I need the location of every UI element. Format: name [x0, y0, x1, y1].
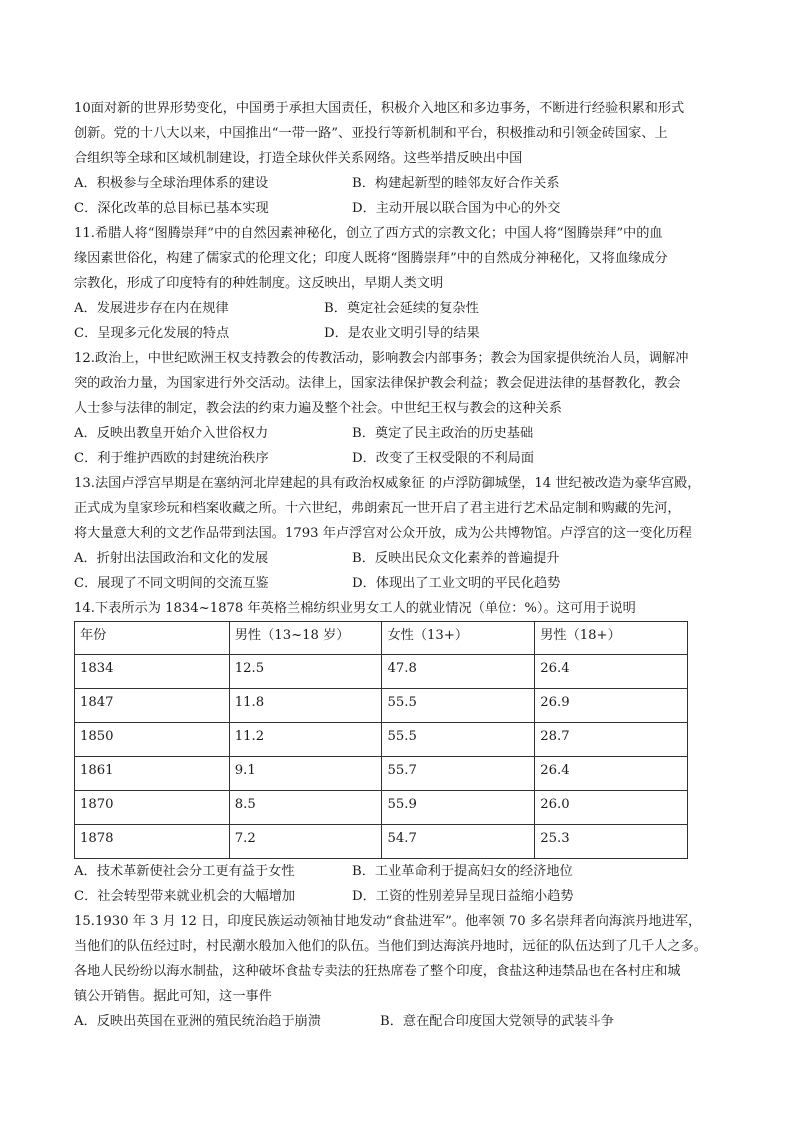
option-b[interactable]: B．反映出民众文化素养的普遍提升 [352, 551, 560, 566]
option-c[interactable]: C．利于维护西欧的封建统治秩序 [74, 451, 269, 466]
option-a[interactable]: A．反映出英国在亚洲的殖民统治趋于崩溃 [74, 1014, 321, 1029]
question-13-options-row [74, 571, 724, 596]
question-10-stem-line: 10面对新的世界形势变化，中国勇于承担大国责任，积极介入地区和多边事务，不断进行经验积累和形式 [74, 101, 685, 116]
table-header-row [75, 622, 688, 655]
option-a[interactable]: A．折射出法国政治和文化的发展 [74, 551, 269, 566]
question-14-options-row [74, 859, 724, 884]
table-header-cell: 男性（13~18 岁） [229, 622, 382, 655]
question-15-stem-line: 镇公开销售。据此可知，这一事件 [74, 989, 272, 1004]
question-15-stem-line: 当他们的队伍经过时，村民潮水般加入他们的队伍。当他们到达海滨丹地时，远征的队伍达到了几千人之多。 [74, 939, 707, 954]
option-d[interactable]: D．是农业文明引导的结果 [324, 326, 480, 341]
table-cell: 25.3 [535, 825, 688, 859]
question-12-stem-line: 12.政治上，中世纪欧洲王权支持教会的传教活动，影响教会内部事务；教会为国家提供统治人员，调解冲 [74, 351, 689, 366]
question-13 [74, 471, 724, 596]
table-cell: 1847 [75, 689, 230, 723]
question-11-options-row [74, 296, 724, 321]
option-b[interactable]: B．构建起新型的睦邻友好合作关系 [352, 176, 560, 191]
question-11-stem-line: 11.希腊人将“图腾崇拜”中的自然因素神秘化，创立了西方式的宗教文化；中国人将“图腾崇拜”中的血 [74, 226, 663, 241]
table-row [75, 825, 688, 859]
question-10 [74, 96, 724, 221]
table-header-cell: 女性（13+） [382, 622, 535, 655]
option-a[interactable]: A．积极参与全球治理体系的建设 [74, 176, 269, 191]
question-15-options-row [74, 1009, 724, 1034]
question-10-stem-line: 合组织等全球和区域机制建设，打造全球伙伴关系网络。这些举措反映出中国 [74, 151, 523, 166]
exam-page [74, 96, 724, 1034]
question-13-options-row [74, 546, 724, 571]
option-c[interactable]: C．社会转型带来就业机会的大幅增加 [74, 889, 296, 904]
option-c[interactable]: C．展现了不同文明间的交流互鉴 [74, 576, 269, 591]
option-b[interactable]: B．奠定社会延续的复杂性 [324, 301, 479, 316]
table-cell: 26.0 [535, 791, 688, 825]
table-row [75, 723, 688, 757]
question-15-stem-line: 15.1930 年 3 月 12 日，印度民族运动领袖甘地发动“食盐进军”。他率领 70 多名崇拜者向海滨丹地进军， [74, 914, 702, 929]
table-cell: 54.7 [382, 825, 535, 859]
table-cell: 28.7 [535, 723, 688, 757]
employment-table [74, 621, 688, 859]
option-b[interactable]: B．奠定了民主政治的历史基础 [352, 426, 534, 441]
option-c[interactable]: C．呈现多元化发展的特点 [74, 326, 230, 341]
table-cell: 55.5 [382, 723, 535, 757]
question-12-options-row [74, 421, 724, 446]
option-c[interactable]: C．深化改革的总目标已基本实现 [74, 201, 269, 216]
option-d[interactable]: D．改变了王权受限的不利局面 [352, 451, 535, 466]
question-12-options-row [74, 446, 724, 471]
question-10-options-row [74, 171, 724, 196]
table-cell: 1870 [75, 791, 230, 825]
table-cell: 26.4 [535, 757, 688, 791]
table-row [75, 757, 688, 791]
question-13-stem-line: 将大量意大利的文艺作品带到法国。1793 年卢浮宫对公众开放，成为公共博物馆。卢浮宫的这一变化历程 [74, 526, 692, 541]
option-b[interactable]: B．工业革命利于提高妇女的经济地位 [352, 864, 573, 879]
option-d[interactable]: D．工资的性别差异呈现日益缩小趋势 [352, 889, 574, 904]
option-d[interactable]: D．主动开展以联合国为中心的外交 [352, 201, 561, 216]
table-cell: 7.2 [229, 825, 382, 859]
table-cell: 1850 [75, 723, 230, 757]
table-cell: 26.4 [535, 655, 688, 689]
question-11-stem-line: 缘因素世俗化，构建了儒家式的伦理文化；印度人既将“图腾崇拜”中的自然成分神秘化，又将血缘成分 [74, 251, 668, 266]
option-d[interactable]: D．体现出了工业文明的平民化趋势 [352, 576, 561, 591]
table-cell: 11.8 [229, 689, 382, 723]
table-cell: 55.7 [382, 757, 535, 791]
table-cell: 55.9 [382, 791, 535, 825]
table-row [75, 689, 688, 723]
table-row [75, 655, 688, 689]
option-a[interactable]: A．技术革新使社会分工更有益于女性 [74, 864, 295, 879]
table-row [75, 791, 688, 825]
table-cell: 1834 [75, 655, 230, 689]
table-cell: 1861 [75, 757, 230, 791]
question-13-stem-line: 13.法国卢浮宫早期是在塞纳河北岸建起的具有政治权威象征 的卢浮防御城堡，14 世纪被改造为豪华宫殿， [74, 476, 701, 491]
question-12-stem-line: 人士参与法律的制定，教会法的约束力遍及整个社会。中世纪王权与教会的这种关系 [74, 401, 562, 416]
question-11-stem-line: 宗教化，形成了印度特有的种姓制度。这反映出，早期人类文明 [74, 276, 444, 291]
table-cell: 12.5 [229, 655, 382, 689]
table-cell: 1878 [75, 825, 230, 859]
table-cell: 47.8 [382, 655, 535, 689]
option-a[interactable]: A．反映出教皇开始介入世俗权力 [74, 426, 269, 441]
table-cell: 9.1 [229, 757, 382, 791]
question-12-stem-line: 突的政治力量，为国家进行外交活动。法律上，国家法律保护教会利益；教会促进法律的基督教化，教会 [74, 376, 681, 391]
table-cell: 55.5 [382, 689, 535, 723]
question-14 [74, 596, 724, 909]
option-b[interactable]: B．意在配合印度国大党领导的武装斗争 [380, 1014, 614, 1029]
option-a[interactable]: A．发展进步存在内在规律 [74, 301, 229, 316]
question-14-stem: 14.下表所示为 1834~1878 年英格兰棉纺织业男女工人的就业情况（单位：%）。这可用于说明 [74, 601, 636, 616]
table-cell: 11.2 [229, 723, 382, 757]
table-cell: 8.5 [229, 791, 382, 825]
question-10-options-row [74, 196, 724, 221]
question-15-stem-line: 各地人民纷纷以海水制盐，这种破坏食盐专卖法的狂热席卷了整个印度，食盐这种违禁品也在各村庄和城 [74, 964, 681, 979]
question-15 [74, 909, 724, 1034]
question-12 [74, 346, 724, 471]
question-11-options-row [74, 321, 724, 346]
question-11 [74, 221, 724, 346]
question-13-stem-line: 正式成为皇家珍玩和档案收藏之所。十六世纪，弗朗索瓦一世开启了君主进行艺术品定制和购藏的先河， [74, 501, 681, 516]
table-cell: 26.9 [535, 689, 688, 723]
question-10-stem-line: 创新。党的十八大以来，中国推出“一带一路”、亚投行等新机制和平台，积极推动和引领金砖国家、上 [74, 126, 668, 141]
table-header-cell: 年份 [75, 622, 230, 655]
table-header-cell: 男性（18+） [535, 622, 688, 655]
question-14-options-row [74, 884, 724, 909]
